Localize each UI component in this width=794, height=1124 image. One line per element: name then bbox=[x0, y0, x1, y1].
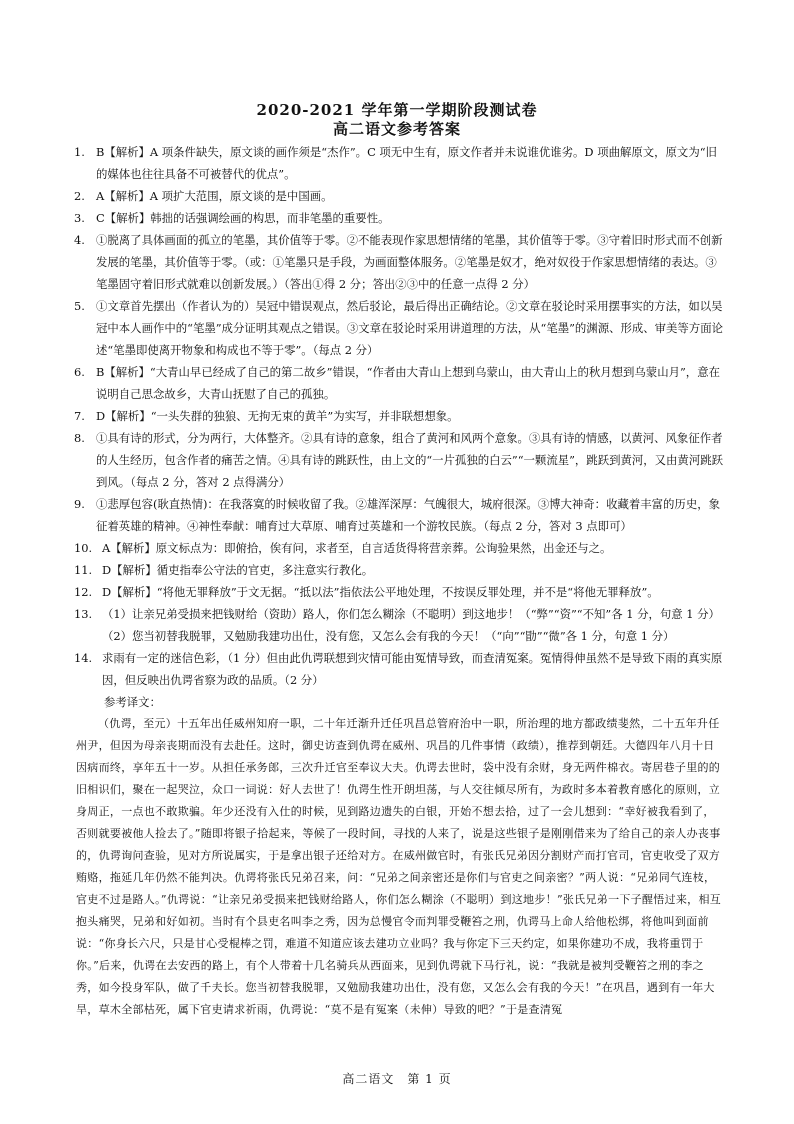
answer-number: 5. bbox=[74, 299, 85, 313]
answer-item-11 bbox=[74, 559, 724, 581]
answer-text: ①脱离了具体画面的孤立的笔墨，其价值等于零。②不能表现作家思想情绪的笔墨，其价值等于零。③守着旧时形式而不创新发展的笔墨，其价值等于零。（或：①笔墨只是手段，为画面整体服务。②笔墨是奴才，绝对奴役于作家思想情绪的表达。③笔墨固守着旧形式就难以创新发展。）（答出①得 2 分；答出②③中的任意一点得 2 分） bbox=[96, 233, 723, 291]
answer-item-9 bbox=[74, 493, 724, 537]
answer-item-2 bbox=[74, 185, 724, 207]
exam-title: 2020-2021 学年第一学期阶段测试卷 bbox=[256, 101, 538, 119]
answer-item-7 bbox=[74, 405, 724, 427]
answer-text: D【解析】“一头失群的独狼、无拘无束的黄羊”为实写，并非联想想象。 bbox=[96, 409, 459, 423]
answer-text: D【解析】“将他无罪释放”于文无据。“抵以法”指依法公平地处理，不按误反罪处理，并不是“将他无罪释放”。 bbox=[102, 585, 659, 599]
answer-text: ①悲厚包容(耿直热情)：在我落寞的时候收留了我。②雄浑深厚：气魄很大，城府很深。③博大神奇：收藏着丰富的历史，象征着英雄的精神。④神性奉献：哺育过大草原、哺育过英雄和一个游牧民族。（每点 2 分，答对 3 点即可） bbox=[96, 497, 720, 533]
answer-text: （1）让亲兄弟受损来把钱财给（资助）路人，你们怎么糊涂（不聪明）到这地步！（“弊”“资”“不知”各 1 分，句意 1 分） bbox=[102, 607, 720, 621]
answer-number: 4. bbox=[74, 233, 85, 247]
translation-text: （仇谔，至元）十五年出任威州知府一职，二十年迁渐升迁任巩昌总管府治中一职，所治理的地方都政绩斐然，二十五年升任州尹，但因为母亲丧期而没有去赴任。这时，御史访查到仇谔在威州、巩昌的几件事情（政绩），推荐到朝廷。大德四年八月十日因病而终，享年五十一岁。从担任承务郎，三次升迁官至奉议大夫。仇谔去世时，袋中没有余财，身无两件棉衣。寄居巷子里的的旧相识们，聚在一起哭泣，众口一词说：好人去世了！仇谔生性开朗坦荡，与人交往倾尽所有，为政时多本着教育感化的原则，立身周正，一点也不敢欺骗。年少还没有入仕的时候，见到路边遗失的白银，开始不想去拾，过了一会儿想到：“幸好被我看到了，否则就要被他人捡去了。”随即将银子拾起来，等候了一段时间，寻找的人来了，说是这些银子是刚刚借来为了给自己的亲人办丧事的，仇谔询问查验，见对方所说属实，于是拿出银子还给对方。在威州做官时，有张氏兄弟因分割财产而打官司，官吏收受了双方贿赂，拖延几年仍然不能判决。仇谔将张氏兄弟召来，问：“兄弟之间亲密还是你们与官吏之间亲密？”两人说：“兄弟同气连枝，官吏不过是路人。”仇谔说：“让亲兄弟受损来把钱财给路人，你们怎么糊涂（不聪明）到这地步！”张氏兄弟一下子醒悟过来，相互抱头痛哭，兄弟和好如初。当时有个县吏名叫李之秀，因为总慢官令而判罪受鞭笞之刑，仇谔马上命人给他松绑，将他叫到面前说：“你身长六尺，只是甘心受棍棒之罚，难道不知道应该去建功立业吗？我与你定下三天约定，如果你建功不成，我将重罚于你。”后来，仇谔在去安西的路上，有个人带着十几名骑兵从西面来，见到仇谔就下马行礼，说：“我就是被判受鞭笞之刑的李之秀，如今投身军队，做了千夫长。您当初替我脱罪，又勉励我建功出仕，没有您，又怎么会有我的今天！”在巩昌，遇到有一年大旱，草木全部枯死，属下官吏请求祈雨，仇谔说：“莫不是有冤案（未伸）导致的吧？”于是查清冤 bbox=[76, 717, 722, 1016]
answer-text: B【解析】A 项条件缺失，原文谈的画作须是“杰作”。C 项无中生有，原文作者并未说谁优谁劣。D 项曲解原文，原文为“旧的媒体也往往具备不可被替代的优点”。 bbox=[96, 145, 717, 181]
answer-number: 1. bbox=[74, 145, 85, 159]
answer-number: 2. bbox=[74, 189, 85, 203]
answer-text: B【解析】“大青山早已经成了自己的第二故乡”错误，“作者由大青山上想到乌蒙山，由大青山上的秋月想到乌蒙山月”，意在说明自己思念故乡，大青山抚慰了自己的孤独。 bbox=[96, 365, 720, 401]
answer-key-title: 高二语文参考答案 bbox=[332, 120, 461, 138]
translation-heading: 参考译文： bbox=[104, 695, 161, 709]
answer-text: A【解析】A 项扩大范围，原文谈的是中国画。 bbox=[96, 189, 333, 203]
answer-number: 3. bbox=[74, 211, 85, 225]
answer-item-13-part-2: （2）您当初替我脱罪，又勉励我建功出仕，没有您，又怎么会有我的今天！（“向”“勖”“微”各 1 分，句意 1 分） bbox=[102, 629, 675, 643]
answer-number: 7. bbox=[74, 409, 85, 423]
answer-text: 求雨有一定的迷信色彩，（1 分）但由此仇谔联想到灾情可能由冤情导致，而查清冤案。冤情得伸虽然不是导致下雨的真实原因，但反映出仇谔省察为政的品质。（2 分） bbox=[102, 651, 723, 687]
answer-number: 11. bbox=[74, 563, 93, 577]
answer-item-13 bbox=[74, 603, 724, 625]
answer-item-4 bbox=[74, 229, 724, 295]
answer-item-12 bbox=[74, 581, 724, 603]
answer-item-8 bbox=[74, 427, 724, 493]
answer-number: 6. bbox=[74, 365, 85, 379]
answer-text: ①具有诗的形式，分为两行，大体整齐。②具有诗的意象，组合了黄河和风两个意象。③具有诗的情感，以黄河、风象征作者的人生经历，包含作者的痛苦之情。④具有诗的跳跃性，由上文的“一片孤独的白云”“一颗流星”，跳跃到黄河，又由黄河跳跃到风。（每点 2 分，答对 2 点得满分） bbox=[96, 431, 723, 489]
answer-text: A【解析】原文标点为：即俯拾，俟有问，求者至，自言适货得将营亲葬。公询验果然，出金还与之。 bbox=[102, 541, 612, 555]
answer-number: 8. bbox=[74, 431, 85, 445]
answer-list bbox=[74, 141, 724, 1021]
answer-item-14 bbox=[74, 647, 724, 691]
answer-text: C【解析】韩拙的话强调绘画的构思，而非笔墨的重要性。 bbox=[96, 211, 390, 225]
answer-number: 9. bbox=[74, 497, 85, 511]
answer-number: 12. bbox=[74, 585, 93, 599]
answer-item-6 bbox=[74, 361, 724, 405]
page-footer: 高二语文 第 1 页 bbox=[342, 1072, 452, 1086]
answer-number: 13. bbox=[74, 607, 93, 621]
answer-number: 14. bbox=[74, 651, 93, 665]
answer-item-1 bbox=[74, 141, 724, 185]
answer-item-5 bbox=[74, 295, 724, 361]
answer-item-3 bbox=[74, 207, 724, 229]
answer-item-10 bbox=[74, 537, 724, 559]
answer-text: ①文章首先摆出（作者认为的）吴冠中错误观点，然后驳论，最后得出正确结论。②文章在驳论时采用摆事实的方法，如以吴冠中本人画作中的“笔墨”成分证明其观点之错误。③文章在驳论时采用讲道理的方法，从“笔墨”的渊源、形成、审美等方面论述“笔墨即使离开物象和构成也不等于零”。（每点 2 分） bbox=[96, 299, 723, 357]
answer-number: 10. bbox=[74, 541, 93, 555]
answer-text: D【解析】循吏指奉公守法的官吏，多注意实行教化。 bbox=[102, 563, 374, 577]
